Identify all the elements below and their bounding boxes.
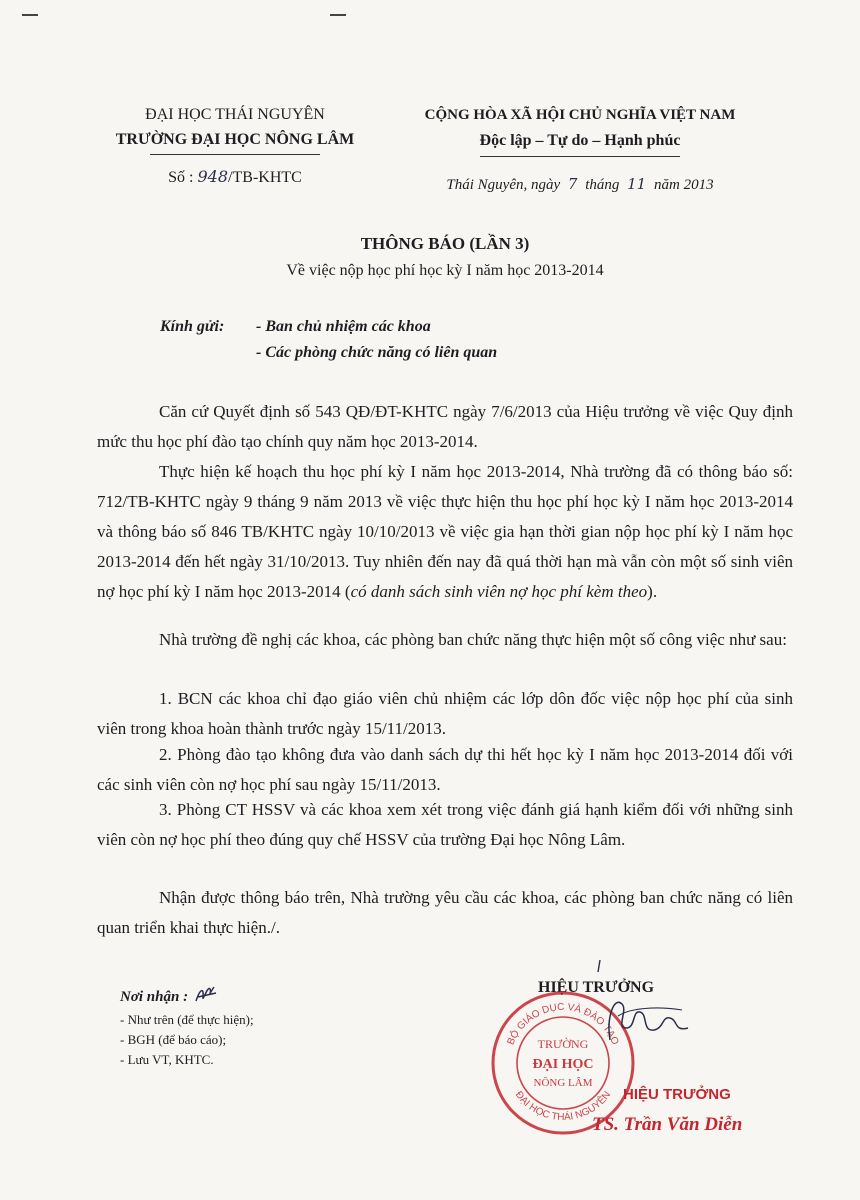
background-end: ). (647, 582, 658, 601)
list-item-2: 2. Phòng đào tạo không đưa vào danh sách dự thi hết học kỳ I năm học 2013-2014 đối với các sinh viên còn nợ học phí sau ngày 15/11/2013. (97, 745, 793, 794)
signer-name: TS. Trần Văn Diễn (592, 1114, 743, 1135)
title-block (90, 230, 800, 284)
doc-no-prefix: Số : (168, 169, 194, 186)
recipient-line-2: - Các phòng chức năng có liên quan (256, 344, 498, 361)
scan-edge-mark (330, 14, 346, 16)
place-date (390, 175, 770, 194)
document-number (80, 167, 390, 187)
doc-no-suffix: /TB-KHTC (228, 169, 302, 186)
paragraph-background (97, 457, 793, 607)
doc-no-handwritten: 948 (197, 167, 229, 186)
recipients-label: Kính gửi: (160, 318, 225, 335)
recipient-item: - BGH (để báo cáo); (120, 1032, 227, 1047)
noi-nhan-label: Nơi nhận : (120, 989, 189, 1005)
recipient-item: - Lưu VT, KHTC. (120, 1052, 214, 1067)
svg-text:BỘ GIÁO DỤC VÀ ĐÀO TẠO: BỘ GIÁO DỤC VÀ ĐÀO TẠO (505, 1001, 621, 1047)
recipients-list-label (120, 983, 360, 1010)
date-month: 11 (627, 175, 647, 193)
signer-title: HIỆU TRƯỞNG (538, 979, 655, 996)
header-right (390, 104, 770, 194)
svg-text:ĐẠI HỌC THÁI NGUYÊN: ĐẠI HỌC THÁI NGUYÊN (512, 1089, 614, 1124)
paragraph-closing: Nhận được thông báo trên, Nhà trường yêu cầu các khoa, các phòng ban chức năng có liên quan triển khai thực hiện./. (97, 888, 793, 937)
recipients-list (120, 983, 360, 1070)
date-year: năm 2013 (653, 177, 714, 193)
recipient-item: - Như trên (để thực hiện); (120, 1012, 254, 1027)
stamp-title: HIỆU TRƯỞNG (623, 1086, 731, 1103)
date-month-label: tháng (585, 177, 620, 193)
date-day: 7 (567, 175, 578, 193)
initials-scribble-icon (192, 983, 220, 1005)
svg-text:ĐẠI HỌC: ĐẠI HỌC (532, 1057, 594, 1072)
document-subject: Về việc nộp học phí học kỳ I năm học 2013-2014 (286, 262, 604, 279)
header-rule (150, 154, 320, 155)
header-left (80, 104, 390, 187)
paragraph-legal-basis: Căn cứ Quyết định số 543 QĐ/ĐT-KHTC ngày 7/6/2013 của Hiệu trưởng về việc Quy định mức thu học phí đào tạo chính quy năm học 2013-2014. (97, 402, 793, 451)
handwritten-signature (570, 958, 700, 1048)
recipient-line-1: - Ban chủ nhiệm các khoa (256, 318, 431, 335)
background-text: Thực hiện kế hoạch thu học phí kỳ I năm học 2013-2014, Nhà trường đã có thông báo số: 712/TB-KHTC ngày 9 tháng 9 năm 2013 về việc thực hiện thu học phí học kỳ I năm học 2013-2014 và thông báo số 846 TB/KHTC ngày 10/10/2013 về việc gia hạn thời gian nộp học phí kỳ I năm học 2013-2014 đến hết ngày 31/10/2013. Tuy nhiên đến nay đã quá thời hạn mà vẫn còn một số sinh viên nợ học phí kỳ I năm học 2013-2014 ( (97, 462, 793, 601)
svg-text:TRƯỜNG: TRƯỜNG (537, 1037, 589, 1051)
document-title: THÔNG BÁO (LẦN 3) (360, 234, 530, 253)
list-item-3: 3. Phòng CT HSSV và các khoa xem xét trong việc đánh giá hạnh kiểm đối với những sinh viên còn nợ học phí theo đúng quy chế HSSV của trường Đại học Nông Lâm. (97, 800, 793, 849)
org-name: TRƯỜNG ĐẠI HỌC NÔNG LÂM (115, 131, 355, 148)
motto-rule (480, 156, 680, 157)
date-prefix: Thái Nguyên, ngày (446, 177, 561, 193)
motto: Độc lập – Tự do – Hạnh phúc (479, 132, 681, 149)
scan-edge-mark (22, 14, 38, 16)
list-item-1: 1. BCN các khoa chỉ đạo giáo viên chủ nhiệm các lớp dôn đốc việc nộp học phí của sinh viên trong khoa hoàn thành trước ngày 15/11/2013. (97, 689, 793, 738)
attachment-note: có danh sách sinh viên nợ học phí kèm theo (350, 582, 648, 601)
org-parent: ĐẠI HỌC THÁI NGUYÊN (145, 106, 325, 123)
paragraph-request: Nhà trường đề nghị các khoa, các phòng ban chức năng thực hiện một số công việc như sau: (159, 630, 787, 649)
svg-text:NÔNG LÂM: NÔNG LÂM (533, 1077, 593, 1089)
country-name: CỘNG HÒA XÃ HỘI CHỦ NGHĨA VIỆT NAM (424, 107, 736, 123)
